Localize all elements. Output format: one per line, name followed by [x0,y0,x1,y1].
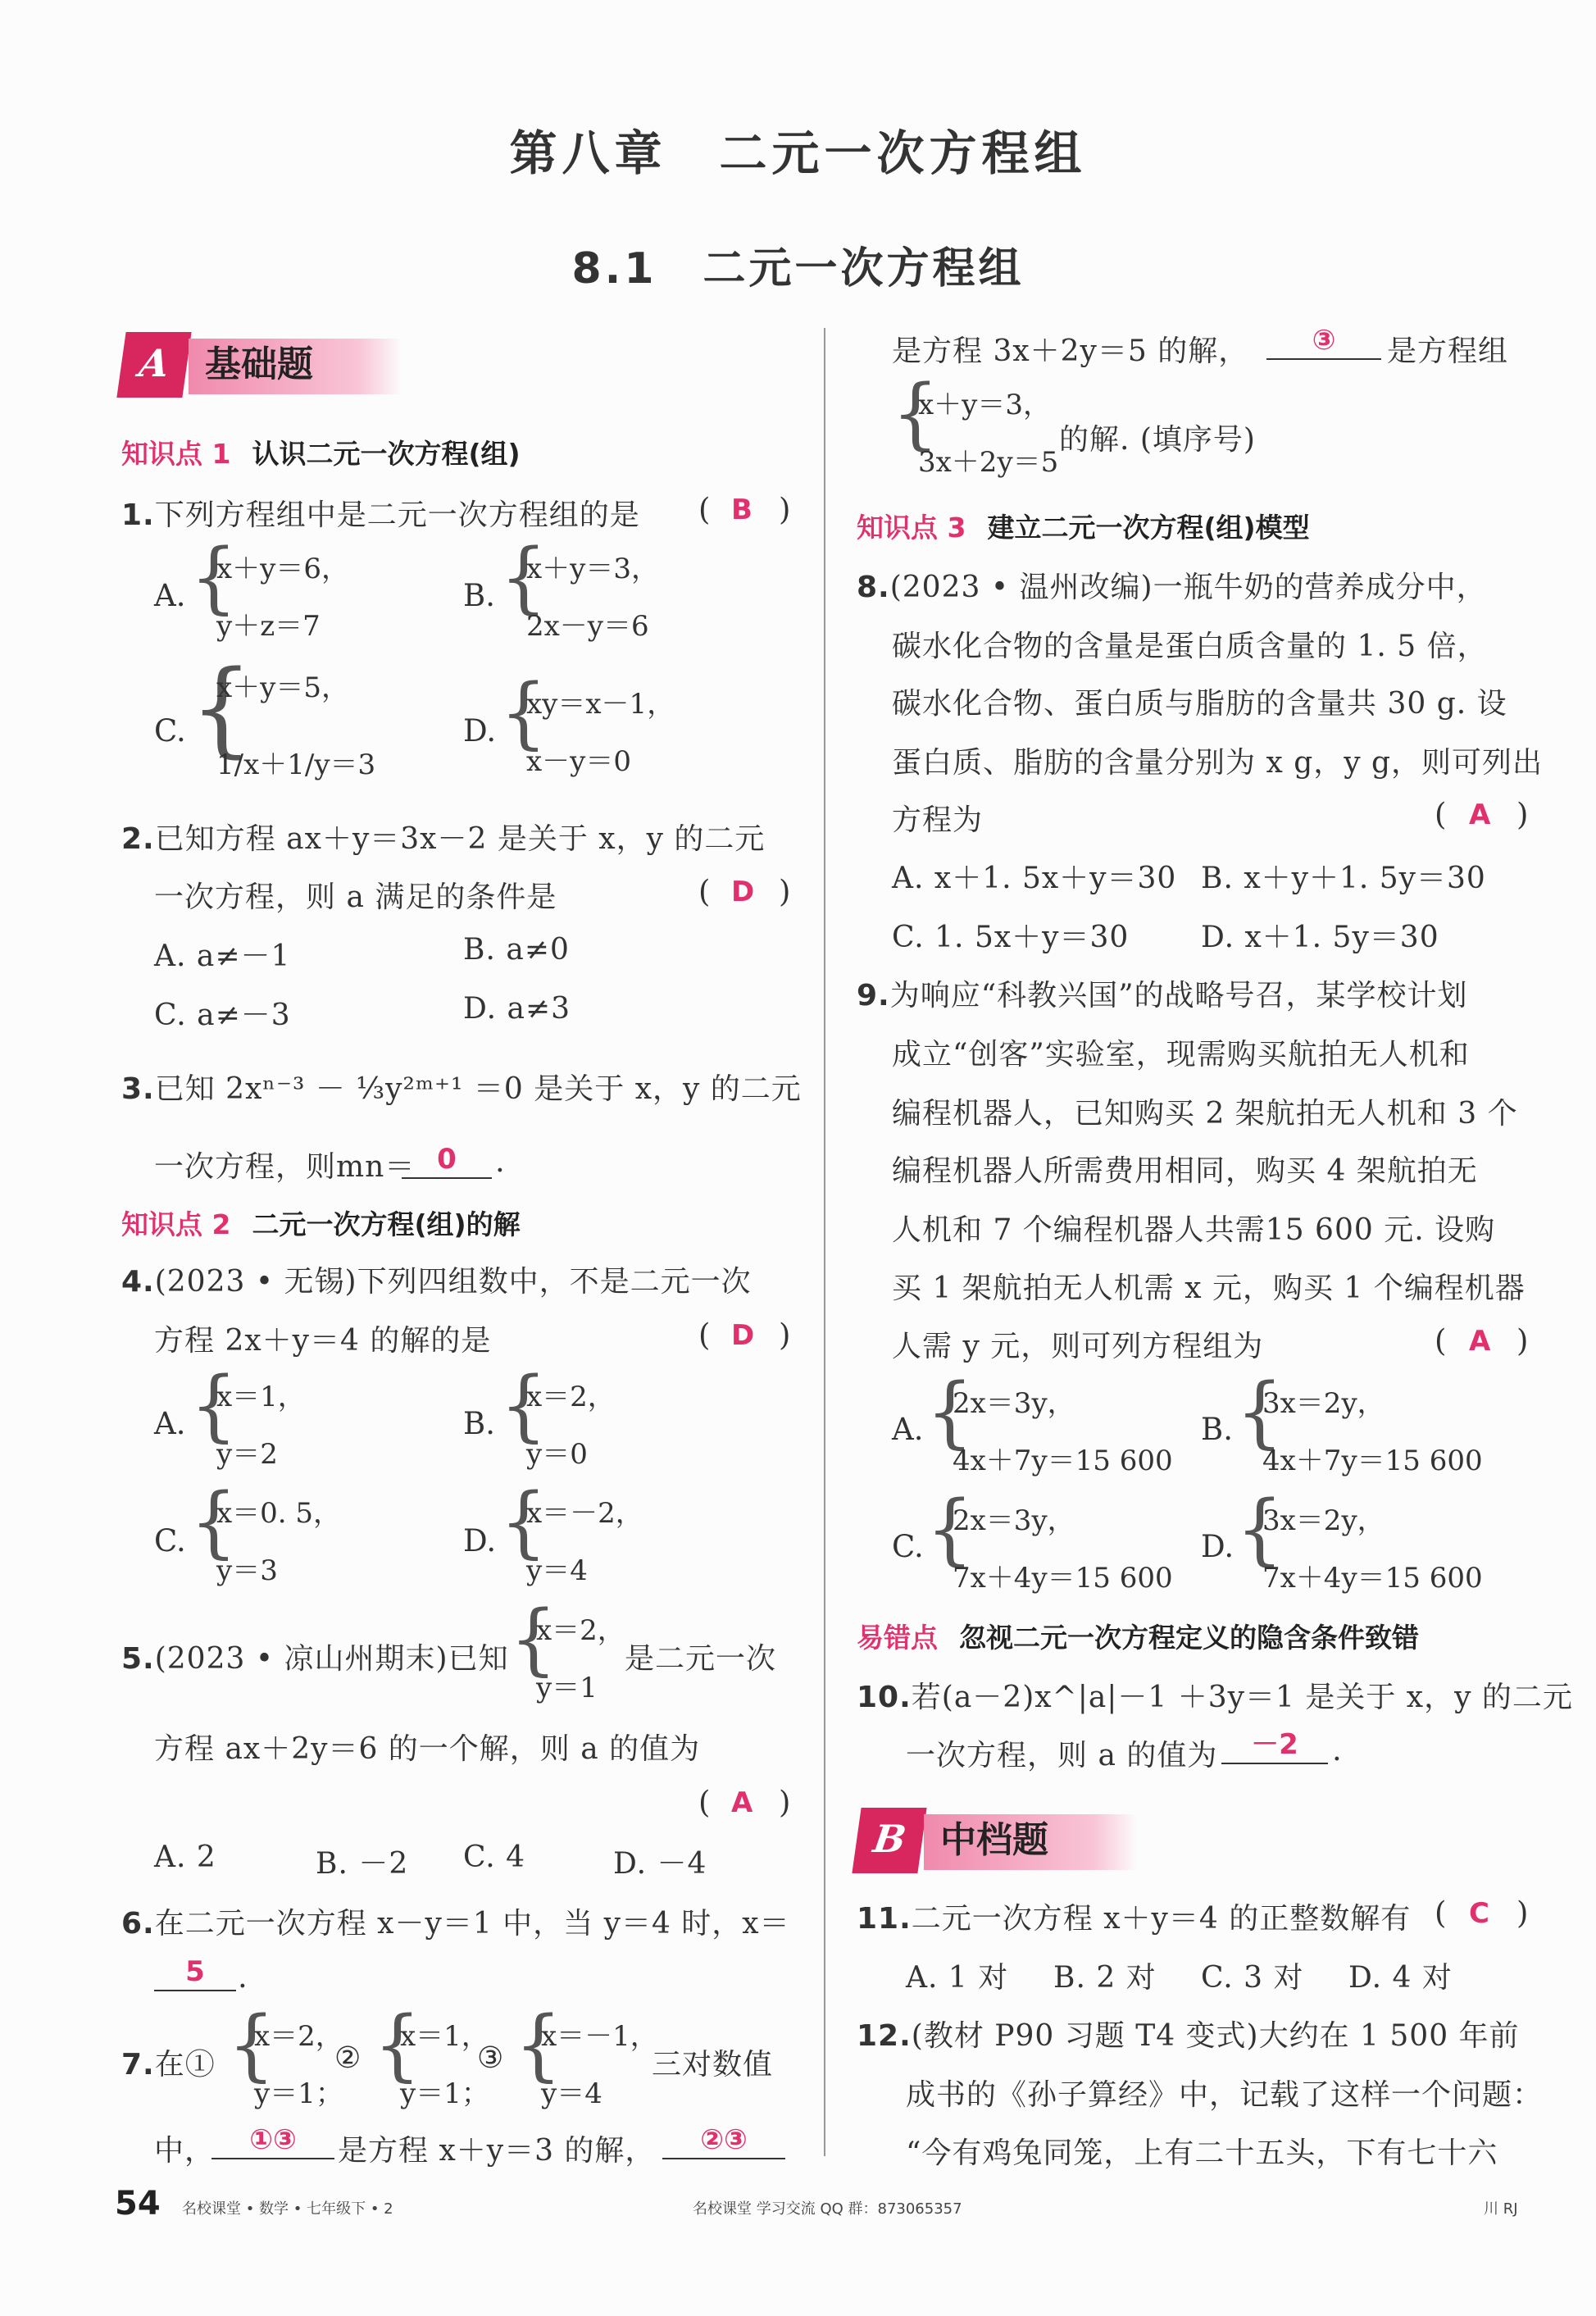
page: 第八章 二元一次方程组 8.1 二元一次方程组 A 基础题 知识点 1 认识二元一次方程(组) 1.下列方程组中是二元一次方程组的是 ( B ) A. { x＋y＝6， y＋z＝7 B. { x＋y＝3， 2x－y＝6 C. { x＋y＝5， 1/x＋1/y＝3 D. { xy＝x－1， x－y＝0 2.已知方程 ax＋y＝3x－2 是关于 x，y 的二元 一次方程，则 a 满足的条件是 ( D ) A. a≠－1 B. a≠0 C. a≠－3 D. a≠3 3.已知 2xⁿ⁻³ － ⅓y²ᵐ⁺¹ ＝0 是关于 x，y 的二元 一次方程，则mn＝ 0 . 知识点 2 二元一次方程(组)的解 4.(2023 • 无锡)下列四组数中，不是二元一次 方程 2x＋y＝4 的解的是 ( D ) A. { x＝1， y＝2 B. { x＝2， y＝0 C. { x＝0. 5， y＝3 D. { x＝－2， y＝4 5.(2023 • 凉山州期末)已知 { x＝2， y＝1 是二元一次 方程 ax＋2y＝6 的一个解，则 a 的值为 ( A ) A. 2 B. －2 C. 4 D. －4 6.在二元一次方程 x－y＝1 中，当 y＝4 时，x＝ 5 . 7.在① { x＝2， y＝1； ② { x＝1， y＝1； ③ { x＝－1， y＝4 三对数值 中， ①③ 是方程 x＋y＝3 的解， ②③ 是方程 3x＋2y＝5 的解， ③ 是方程组 { x＋y＝3， 3x＋2y＝5 的解. (填序号) 知识点 3 建立二元一次方程(组)模型 8.(2023 • 温州改编)一瓶牛奶的营养成分中， 碳水化合物的含量是蛋白质含量的 1. 5 倍， 碳水化合物、蛋白质与脂肪的含量共 30 g. 设 蛋白质、脂肪的含量分别为 x g，y g，则可列出 方程为 ( A ) A. x＋1. 5x＋y＝30 B. x＋y＋1. 5y＝30 C. 1. 5x＋y＝30 D. x＋1. 5y＝30 9.为响应“科教兴国”的战略号召，某学校计划 成立“创客”实验室，现需购买航拍无人机和 编程机器人，已知购买 2 架航拍无人机和 3 个 编程机器人所需费用相同，购买 4 架航拍无 人机和 7 个编程机器人共需15 600 元. 设购 买 1 架航拍无人机需 x 元，购买 1 个编程机器 人需 y 元，则可列方程组为 ( A ) A. { 2x＝3y， 4x＋7y＝15 600 B. { 3x＝2y， 4x＋7y＝15 600 C. { 2x＝3y， 7x＋4y＝15 600 D. { 3x＝2y， 7x＋4y＝15 600 易错点 忽视二元一次方程定义的隐含条件致错 10.若(a－2)x^|a|－1 ＋3y＝1 是关于 x，y 的二元 一次方程，则 a 的值为 －2 . B 中档题 11.二元一次方程 x＋y＝4 的正整数解有 ( C ) A. 1 对 B. 2 对 C. 3 对 D. 4 对 12.(教材 P90 习题 T4 变式)大约在 1 500 年前 成书的《孙子算经》中，记载了这样一个问题： “今有鸡兔同笼，上有二十五头，下有七十六 54 名校课堂 • 数学 • 七年级下 • 2 名校课堂 学习交流 QQ 群：873065357 川 RJ [0,0,1596,2316]
q8-answer: A [1469,799,1491,831]
q1-answer: B [731,494,753,526]
q7-answer-1: ①③ [211,2123,334,2159]
banner-a-letter: A [116,332,191,398]
banner-b-letter: B [852,1808,926,1873]
knowledge-point-3: 知识点 3 建立二元一次方程(组)模型 [857,512,1310,544]
q4-stem-1: 4.(2023 • 无锡)下列四组数中，不是二元一次 [121,1265,752,1299]
banner-b-label: 中档题 [924,1814,1137,1870]
section-title: 8.1 二元一次方程组 [571,244,1025,293]
q6-stem: 6.在二元一次方程 x－y＝1 中，当 y＝4 时，x＝ [121,1907,790,1941]
chapter-title: 第八章 二元一次方程组 [509,125,1087,181]
q10-stem-1: 10.若(a－2)x^|a|－1 ＋3y＝1 是关于 x，y 的二元 [857,1681,1573,1714]
knowledge-point-1: 知识点 1 认识二元一次方程(组) [121,438,521,470]
q11-stem: 11.二元一次方程 x＋y＝4 的正整数解有 [857,1902,1412,1936]
q11-answer: C [1469,1897,1489,1930]
book-info: 名校课堂 • 数学 • 七年级下 • 2 [182,2200,393,2218]
q9-answer: A [1469,1325,1491,1358]
q9-stem-1: 9.为响应“科教兴国”的战略号召，某学校计划 [857,979,1468,1012]
knowledge-point-2: 知识点 2 二元一次方程(组)的解 [121,1208,521,1240]
q2-stem-2: 一次方程，则 a 满足的条件是 [154,880,557,914]
q2-stem-1: 2.已知方程 ax＋y＝3x－2 是关于 x，y 的二元 [121,822,766,856]
q4-answer: D [731,1319,755,1352]
error-point: 易错点 忽视二元一次方程定义的隐含条件致错 [857,1622,1419,1654]
brand-info: 名校课堂 学习交流 QQ 群：873065357 [693,2200,962,2218]
q8-stem-1: 8.(2023 • 温州改编)一瓶牛奶的营养成分中， [857,571,1487,604]
q4-stem-2: 方程 2x＋y＝4 的解的是 [154,1324,492,1358]
q5-answer: A [731,1786,753,1819]
page-number: 54 [115,2185,161,2223]
q7-answer-2: ②③ [662,2123,785,2159]
q7-answer-3: ③ [1266,324,1381,360]
banner-a-label: 基础题 [189,339,402,394]
q3-stem-2: 一次方程，则mn＝ [154,1150,416,1184]
column-divider [824,328,825,2156]
q10-answer: －2 [1221,1728,1328,1764]
edition: 川 RJ [1484,2200,1518,2218]
q1-stem: 1.下列方程组中是二元一次方程组的是 [121,498,640,532]
q5-stem-1: 5.(2023 • 凉山州期末)已知 [121,1642,509,1676]
q5-stem-2: 方程 ax＋2y＝6 的一个解，则 a 的值为 [154,1732,701,1766]
q12-stem-1: 12.(教材 P90 习题 T4 变式)大约在 1 500 年前 [857,2019,1520,2053]
q3-stem-1: 3.已知 2xⁿ⁻³ － ⅓y²ᵐ⁺¹ ＝0 是关于 x，y 的二元 [121,1072,802,1106]
q6-answer: 5 [154,1955,236,1991]
q2-answer: D [731,876,755,908]
q3-answer: 0 [402,1143,492,1179]
q7-stem-1: 7.在① [121,2048,216,2082]
